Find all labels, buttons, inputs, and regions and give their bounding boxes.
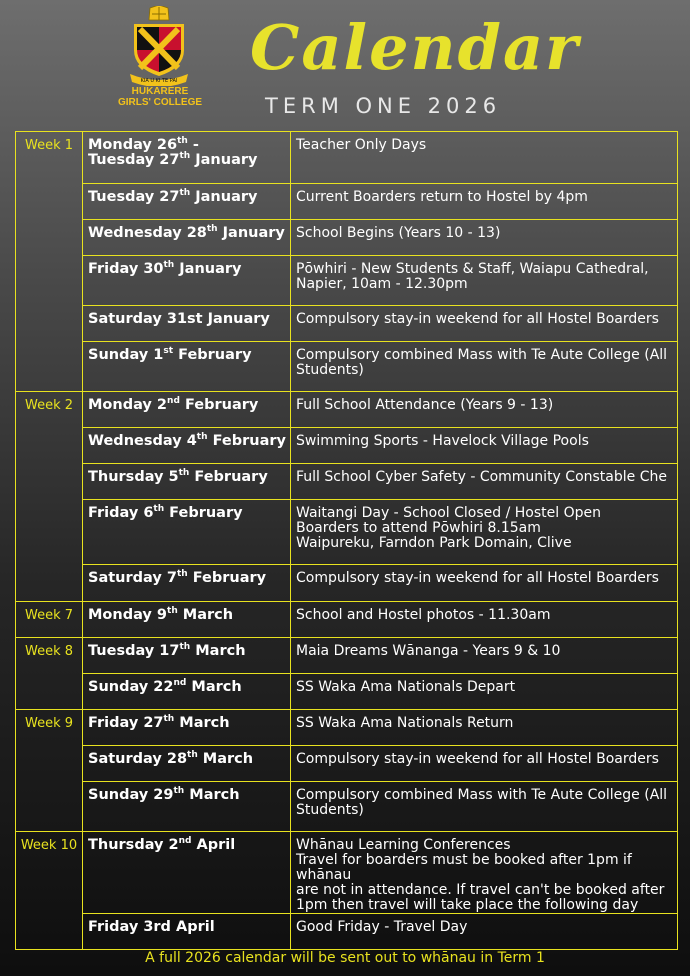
- calendar-body: [16, 132, 678, 950]
- calendar-row: [16, 428, 678, 464]
- calendar-row: [16, 392, 678, 428]
- event-description: Whānau Learning Conferences Travel for boarders must be booked after 1pm if whānau are not in attendance. If travel can't be booked after 1pm then travel will take place the following day: [291, 832, 678, 914]
- event-date: Thursday 2nd April: [83, 832, 291, 914]
- event-date: Sunday 22nd March: [83, 674, 291, 710]
- school-name-line1: HUKARERE: [131, 86, 189, 97]
- calendar-row: [16, 184, 678, 220]
- event-description: Compulsory stay-in weekend for all Hostel Boarders: [291, 565, 678, 602]
- event-date: Sunday 29th March: [83, 782, 291, 832]
- event-description: Full School Cyber Safety - Community Constable Che: [291, 464, 678, 500]
- event-description: Compulsory combined Mass with Te Aute College (All Students): [291, 342, 678, 392]
- calendar-row: [16, 674, 678, 710]
- calendar-row: [16, 306, 678, 342]
- event-description: Teacher Only Days: [291, 132, 678, 184]
- event-description: Compulsory combined Mass with Te Aute College (All Students): [291, 782, 678, 832]
- event-description: Maia Dreams Wānanga - Years 9 & 10: [291, 638, 678, 674]
- calendar-row: [16, 464, 678, 500]
- page-subtitle: TERM ONE 2026: [265, 94, 502, 118]
- school-name-line2: GIRLS' COLLEGE: [117, 97, 203, 108]
- event-date: Friday 27th March: [83, 710, 291, 746]
- calendar-row: [16, 602, 678, 638]
- event-description: Compulsory stay-in weekend for all Hostel Boarders: [291, 746, 678, 782]
- school-crest-logo: [128, 6, 190, 86]
- calendar-row: [16, 565, 678, 602]
- week-label: Week 7: [16, 602, 83, 638]
- event-date: Thursday 5th February: [83, 464, 291, 500]
- event-date: Wednesday 28th January: [83, 220, 291, 256]
- event-description: School Begins (Years 10 - 13): [291, 220, 678, 256]
- event-date: Monday 26th - Tuesday 27th January: [83, 132, 291, 184]
- week-label: Week 10: [16, 832, 83, 950]
- calendar-row: [16, 832, 678, 914]
- event-description: School and Hostel photos - 11.30am: [291, 602, 678, 638]
- calendar-table: [15, 131, 678, 950]
- event-description: Compulsory stay-in weekend for all Hostel Boarders: [291, 306, 678, 342]
- event-date: Friday 30th January: [83, 256, 291, 306]
- event-date: Sunday 1st February: [83, 342, 291, 392]
- event-description: SS Waka Ama Nationals Return: [291, 710, 678, 746]
- event-date: Saturday 31st January: [83, 306, 291, 342]
- calendar-row: [16, 746, 678, 782]
- calendar-row: [16, 220, 678, 256]
- footer-note: A full 2026 calendar will be sent out to whānau in Term 1: [145, 950, 545, 966]
- week-label: Week 9: [16, 710, 83, 832]
- calendar-row: [16, 782, 678, 832]
- calendar-row: [16, 710, 678, 746]
- event-date: Friday 6th February: [83, 500, 291, 565]
- calendar-row: [16, 500, 678, 565]
- event-date: Wednesday 4th February: [83, 428, 291, 464]
- page-title: Calendar: [250, 11, 580, 84]
- crest-motto: KIA U KI TE PAI: [140, 78, 178, 84]
- calendar-row: [16, 638, 678, 674]
- event-description: Full School Attendance (Years 9 - 13): [291, 392, 678, 428]
- week-label: Week 1: [16, 132, 83, 392]
- calendar-row: [16, 132, 678, 184]
- event-date: Saturday 7th February: [83, 565, 291, 602]
- event-date: Saturday 28th March: [83, 746, 291, 782]
- calendar-row: [16, 342, 678, 392]
- calendar-row: [16, 256, 678, 306]
- event-date: Friday 3rd April: [83, 914, 291, 950]
- event-description: Pōwhiri - New Students & Staff, Waiapu Cathedral, Napier, 10am - 12.30pm: [291, 256, 678, 306]
- week-label: Week 2: [16, 392, 83, 602]
- event-description: Waitangi Day - School Closed / Hostel Open Boarders to attend Pōwhiri 8.15am Waipureku, Farndon Park Domain, Clive: [291, 500, 678, 565]
- event-description: SS Waka Ama Nationals Depart: [291, 674, 678, 710]
- event-date: Tuesday 27th January: [83, 184, 291, 220]
- event-description: Current Boarders return to Hostel by 4pm: [291, 184, 678, 220]
- event-date: Monday 2nd February: [83, 392, 291, 428]
- school-name: [108, 86, 212, 108]
- event-date: Tuesday 17th March: [83, 638, 291, 674]
- event-date: Monday 9th March: [83, 602, 291, 638]
- week-label: Week 8: [16, 638, 83, 710]
- calendar-row: [16, 914, 678, 950]
- event-description: Good Friday - Travel Day: [291, 914, 678, 950]
- event-description: Swimming Sports - Havelock Village Pools: [291, 428, 678, 464]
